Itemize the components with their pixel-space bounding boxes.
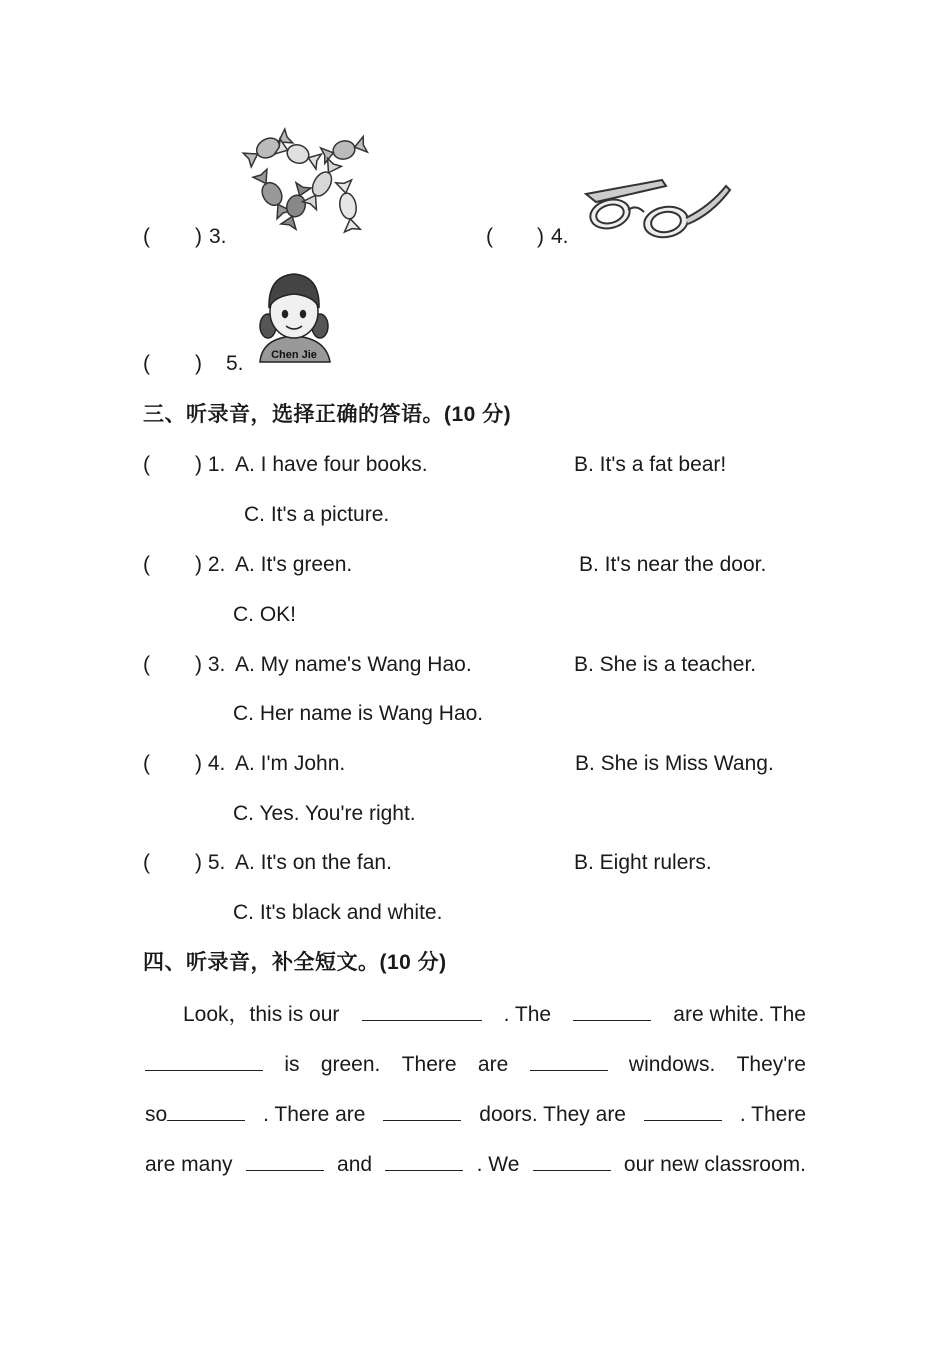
option-b: B. She is Miss Wang. <box>575 752 774 775</box>
option-a: A. It's on the fan. <box>235 851 392 874</box>
paragraph-text: . There are <box>263 1103 366 1126</box>
answer-blank[interactable] <box>533 1150 611 1171</box>
paragraph-text: doors. They are <box>479 1103 626 1126</box>
question-number: ) 4. <box>195 752 226 775</box>
option-b: B. It's a fat bear! <box>574 453 727 476</box>
answer-blank[interactable] <box>530 1050 608 1071</box>
option-b: B. It's near the door. <box>579 553 767 576</box>
answer-blank[interactable] <box>167 1100 245 1121</box>
paragraph-text: . There <box>739 1103 806 1126</box>
answer-paren-open: ( <box>143 352 150 375</box>
name-label: Chen Jie <box>271 349 317 361</box>
answer-paren-open: ( <box>143 752 150 775</box>
option-c: C. Her name is Wang Hao. <box>233 702 484 725</box>
girl-chen-jie-icon <box>254 268 334 368</box>
paragraph-text: . The <box>503 1003 552 1026</box>
paragraph-line-1 <box>183 1000 806 1028</box>
paragraph-text: There <box>401 1053 457 1076</box>
option-c: C. It's a picture. <box>244 503 390 526</box>
paragraph-text: . We <box>476 1153 520 1176</box>
paragraph-text: and <box>337 1153 373 1176</box>
option-a: A. It's green. <box>235 553 353 576</box>
answer-blank[interactable] <box>246 1150 324 1171</box>
answer-blank[interactable] <box>644 1100 722 1121</box>
answer-paren-open: ( <box>143 553 150 576</box>
answer-blank[interactable] <box>573 1000 651 1021</box>
answer-blank[interactable] <box>362 1000 482 1021</box>
option-a: A. I have four books. <box>235 453 428 476</box>
option-c: C. It's black and white. <box>233 901 443 924</box>
option-b: B. She is a teacher. <box>574 653 757 676</box>
paragraph-text: are many <box>145 1153 233 1176</box>
answer-paren-close: ) <box>195 225 202 248</box>
picture-item-number: 5. <box>226 352 244 375</box>
option-a: A. My name's Wang Hao. <box>235 653 472 676</box>
answer-blank[interactable] <box>385 1150 463 1171</box>
candies-icon <box>240 124 366 242</box>
answer-blank[interactable] <box>145 1050 263 1071</box>
option-b: B. Eight rulers. <box>574 851 712 874</box>
question-number: ) 1. <box>195 453 226 476</box>
answer-paren-open: ( <box>143 851 150 874</box>
picture-item-number: 3. <box>209 225 227 248</box>
question-number: ) 3. <box>195 653 226 676</box>
picture-item-number: 4. <box>551 225 569 248</box>
paragraph-text: Look，this is our <box>183 1003 340 1026</box>
answer-paren-open: ( <box>143 653 150 676</box>
paragraph-text: is <box>284 1053 300 1076</box>
paragraph-text: They're <box>736 1053 806 1076</box>
question-number: ) 5. <box>195 851 226 874</box>
answer-paren-close: ) <box>195 352 202 375</box>
paragraph-text: are white. The <box>673 1003 806 1026</box>
paragraph-text: windows. <box>628 1053 716 1076</box>
answer-paren-close: ) <box>537 225 544 248</box>
paragraph-text: are <box>477 1053 509 1076</box>
answer-blank[interactable] <box>383 1100 461 1121</box>
question-number: ) 2. <box>195 553 226 576</box>
paragraph-text: our new classroom. <box>623 1153 806 1176</box>
paragraph-text: so <box>145 1103 168 1126</box>
paragraph-line-2 <box>145 1050 806 1078</box>
option-c: C. OK! <box>233 603 297 626</box>
glasses-icon <box>582 176 732 246</box>
answer-paren-open: ( <box>143 225 150 248</box>
section3-heading: 三、听录音，选择正确的答语。(10 分) <box>143 403 512 426</box>
paragraph-line-4 <box>145 1150 806 1178</box>
paragraph-line-3 <box>145 1100 806 1128</box>
answer-paren-open: ( <box>143 453 150 476</box>
option-a: A. I'm John. <box>235 752 346 775</box>
section4-heading: 四、听录音，补全短文。(10 分) <box>143 951 447 974</box>
option-c: C. Yes. You're right. <box>233 802 416 825</box>
answer-paren-open: ( <box>486 225 493 248</box>
paragraph-text: green. <box>320 1053 381 1076</box>
